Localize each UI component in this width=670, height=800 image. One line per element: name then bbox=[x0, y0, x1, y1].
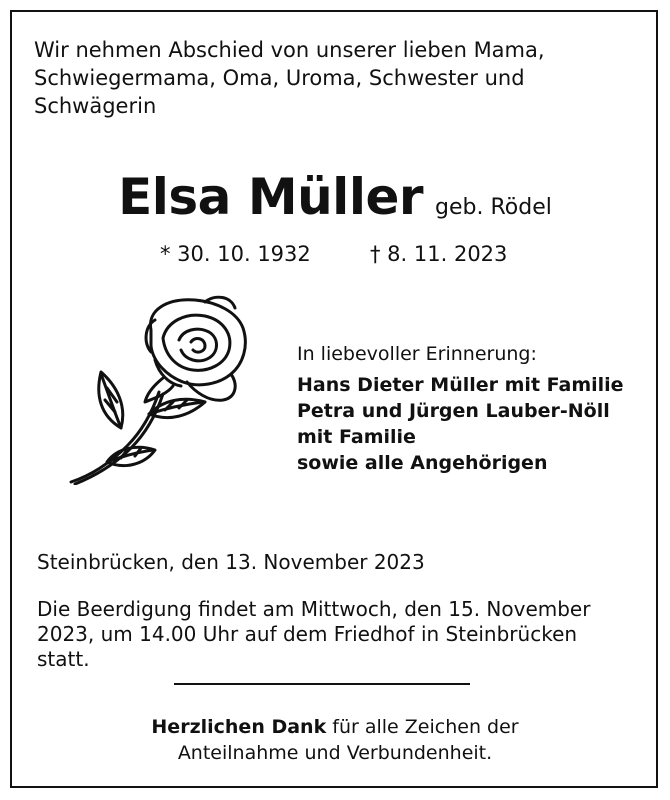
birth-date: * 30. 10. 1932 bbox=[160, 242, 311, 266]
mourners-block bbox=[297, 342, 637, 476]
funeral-line-3: statt. bbox=[37, 647, 90, 671]
thanks-text bbox=[0, 714, 670, 766]
mourner-line-4: sowie alle Angehörigen bbox=[297, 452, 548, 474]
maiden-name: geb. Rödel bbox=[435, 195, 552, 220]
mourner-line-2: Petra und Jürgen Lauber-Nöll bbox=[297, 400, 610, 422]
remembrance-lead: In liebevoller Erinnerung: bbox=[297, 343, 537, 365]
deceased-name-row bbox=[0, 168, 670, 226]
mourner-line-1: Hans Dieter Müller mit Familie bbox=[297, 374, 624, 396]
intro-line-1: Wir nehmen Abschied von unserer lieben Mama, bbox=[34, 38, 545, 62]
funeral-line-2: 2023, um 14.00 Uhr auf dem Friedhof in Steinbrücken bbox=[37, 622, 578, 646]
thanks-line-1 bbox=[0, 714, 670, 740]
place-and-date: Steinbrücken, den 13. November 2023 bbox=[37, 550, 425, 574]
thanks-bold: Herzlichen Dank bbox=[151, 716, 327, 738]
funeral-notice bbox=[37, 597, 627, 672]
rose-illustration-icon bbox=[55, 290, 255, 485]
thanks-rest: für alle Zeichen der bbox=[326, 716, 519, 738]
intro-line-3: Schwägerin bbox=[34, 94, 157, 118]
mourner-line-3: mit Familie bbox=[297, 426, 416, 448]
intro-text bbox=[34, 36, 594, 120]
thanks-line-2: Anteilnahme und Verbundenheit. bbox=[177, 742, 493, 764]
divider-line bbox=[174, 683, 470, 685]
intro-line-2: Schwiegermama, Oma, Uroma, Schwester und bbox=[34, 66, 525, 90]
funeral-line-1: Die Beerdigung findet am Mittwoch, den 15. November bbox=[37, 597, 591, 621]
death-date: † 8. 11. 2023 bbox=[370, 242, 508, 266]
deceased-name: Elsa Müller bbox=[118, 168, 424, 226]
